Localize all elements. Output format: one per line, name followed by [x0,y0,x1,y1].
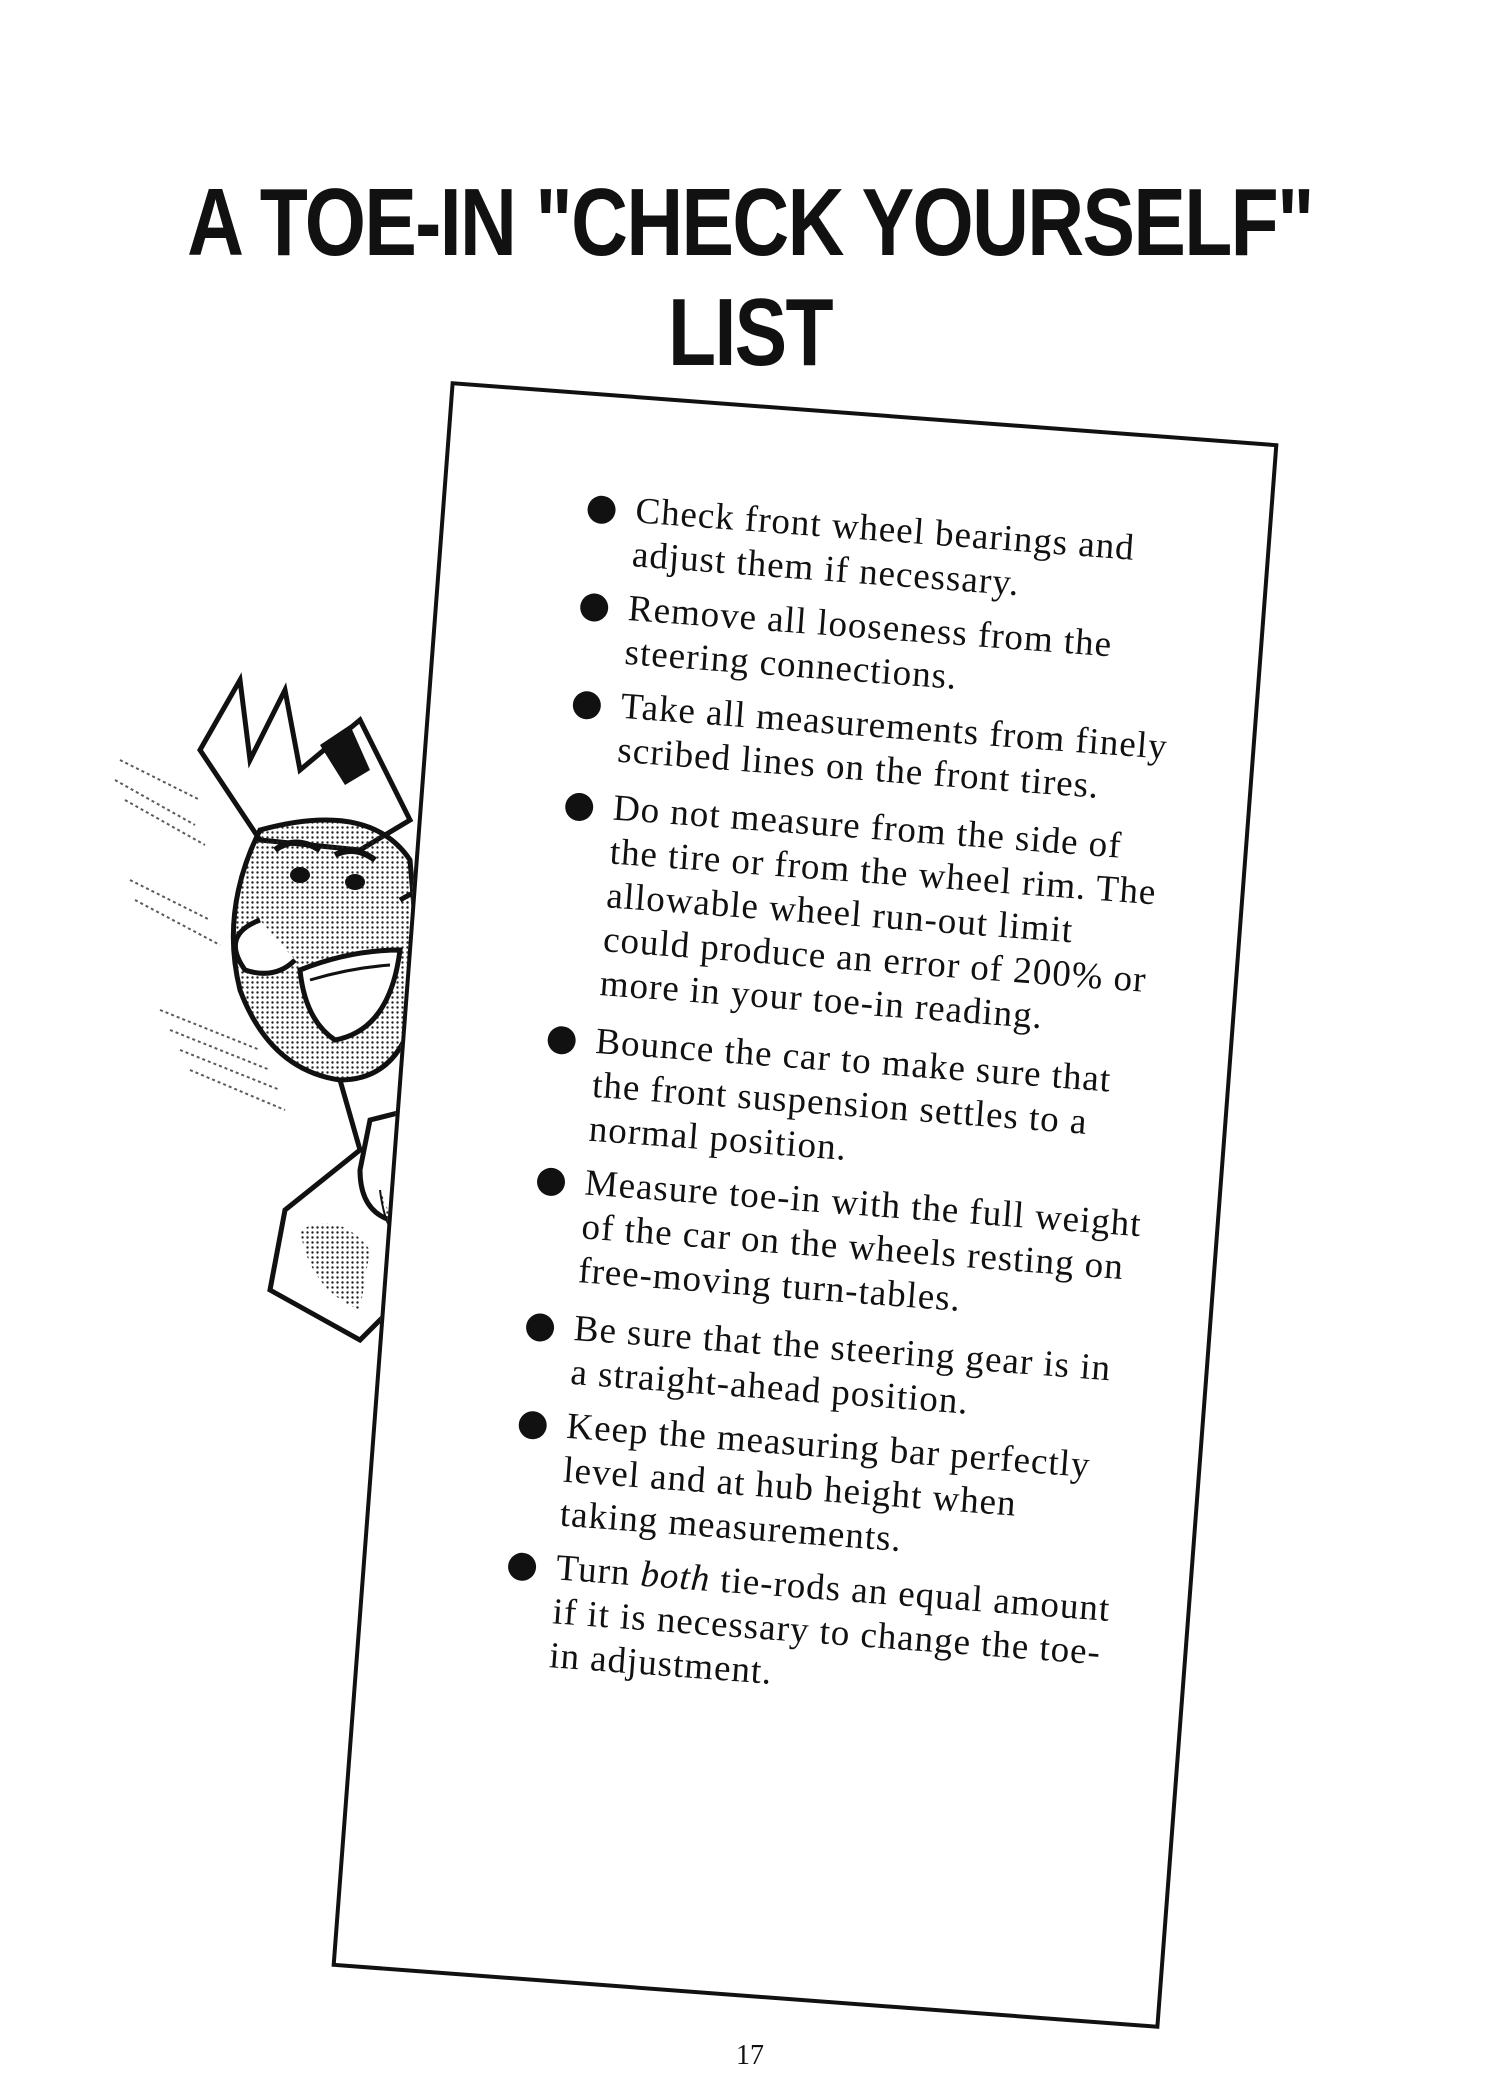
list-item: Be sure that the steering gear is in a straight-ahead position. [569,1307,1136,1437]
page-number: 17 [736,2040,764,2071]
page-title-line-1: A TOE-IN "CHECK YOURSELF" [187,169,1313,276]
bullet-icon [572,690,602,720]
list-item: Bounce the car to make sure that the front suspension settles to a normal position. [587,1020,1157,1194]
list-item: Keep the measuring bar perfectly level and at hub height when taking measurements. [558,1405,1128,1579]
toe-in-checklist [358,385,1274,1725]
bullet-icon [507,1552,537,1582]
list-item: Check front wheel bearings and adjust them if necessary. [631,489,1198,619]
page-title [135,168,1365,388]
list-item: Take all measurements from finely scribed lines on the front tires. [616,685,1183,815]
emphasis-text: both [639,1553,712,1600]
bullet-icon [579,593,609,623]
bullet-icon [536,1167,566,1197]
bullet-icon [587,495,617,525]
bullet-icon [547,1025,577,1055]
checklist-card [332,381,1279,2029]
bullet-icon [564,792,594,822]
bullet-icon [518,1410,548,1440]
list-item: Remove all looseness from the steering connections. [623,587,1190,717]
list-item: Turn both tie-rods an equal amount if it is necessary to change the toe-in adjustment. [548,1546,1118,1720]
page-title-line-2: LIST [668,279,832,386]
bullet-icon [525,1312,555,1342]
list-item: Do not measure from the side of the tire or from the wheel rim. The allowable wheel run-out limit could produce an error of 200% or more in your toe-in reading. [598,787,1175,1049]
list-item: Measure toe-in with the full weight of the car on the wheels resting on free-moving turn-tables. [577,1162,1147,1336]
